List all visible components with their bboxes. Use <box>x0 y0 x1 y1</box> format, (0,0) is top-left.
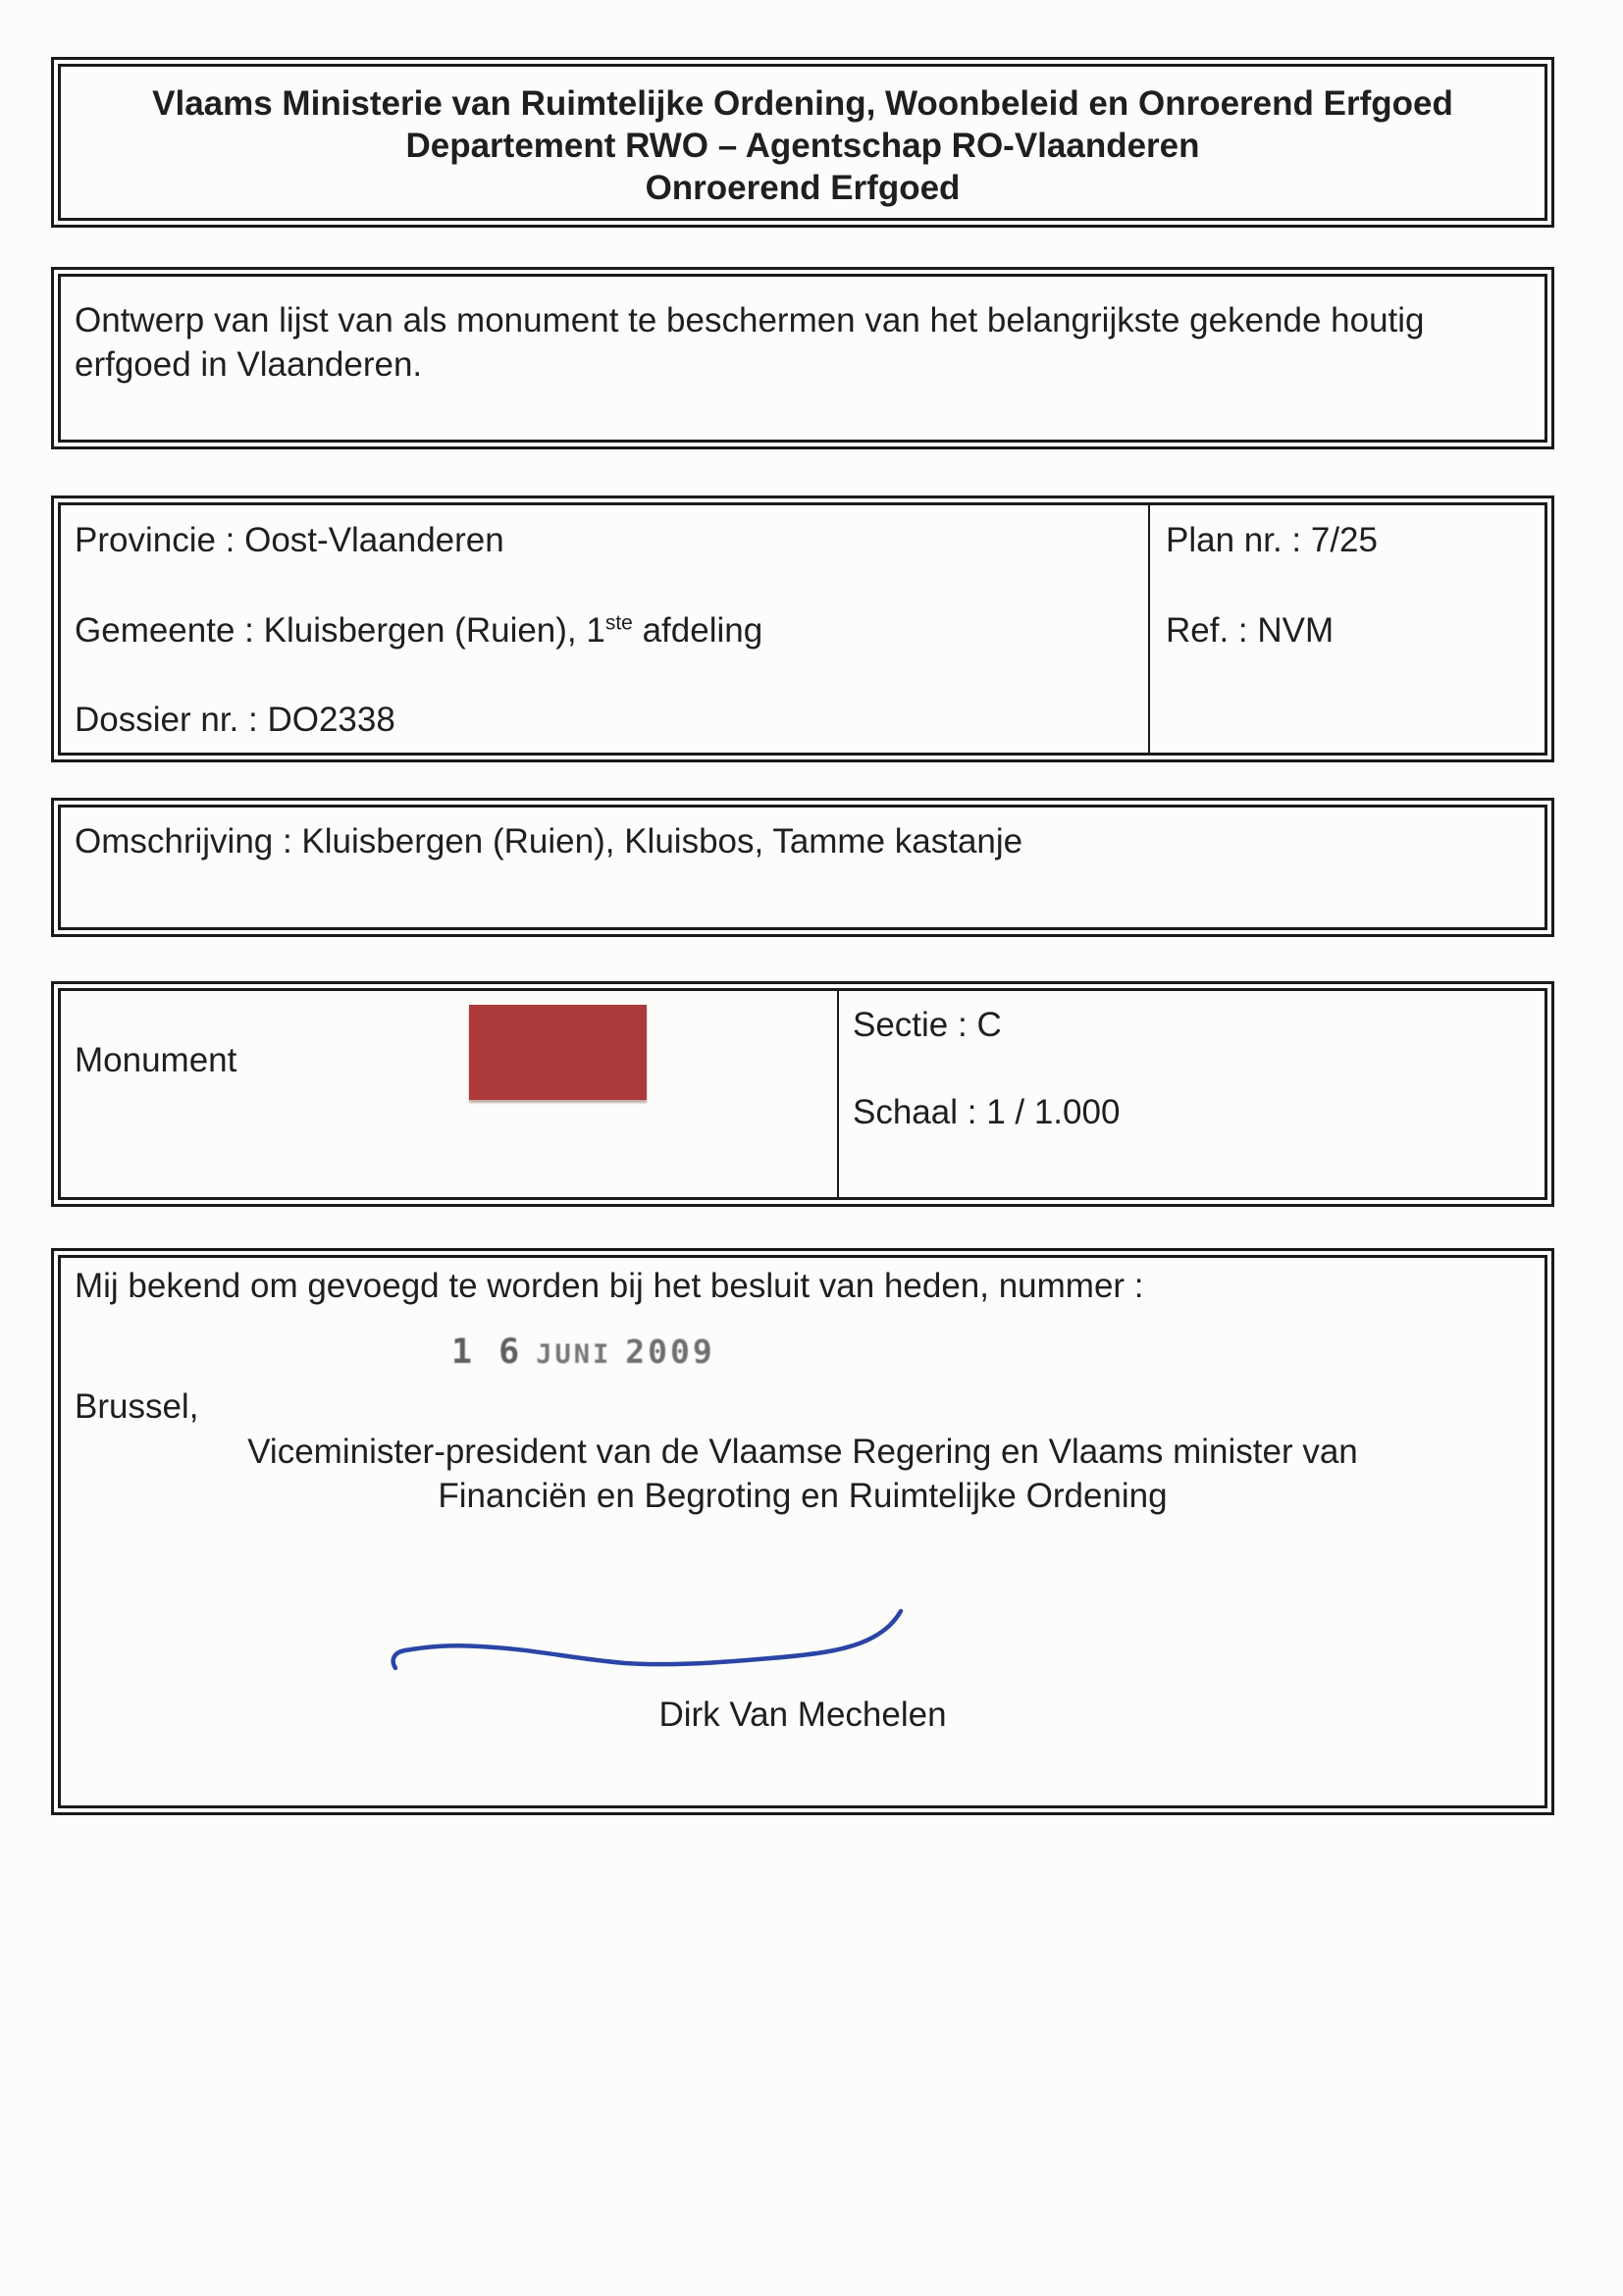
gemeente-suffix: afdeling <box>632 611 763 650</box>
signatory-name: Dirk Van Mechelen <box>658 1696 947 1734</box>
agency-title: Onroerend Erfgoed <box>645 169 961 207</box>
date-stamp <box>451 1332 715 1372</box>
legend-box <box>51 981 1554 1207</box>
header-box <box>51 57 1554 228</box>
monument-label: Monument <box>75 1041 237 1079</box>
legend-column-divider <box>837 991 839 1197</box>
omschrijving-text: Omschrijving : Kluisbergen (Ruien), Kluisbos, Tamme kastanje <box>75 822 1023 861</box>
details-column-divider <box>1148 505 1150 753</box>
header-box-inner <box>58 64 1547 221</box>
dossier-field: Dossier nr. : DO2338 <box>75 701 395 739</box>
stamp-year: 2009 <box>625 1332 715 1371</box>
plan-nr-field: Plan nr. : 7/25 <box>1166 521 1378 559</box>
closing-box <box>51 1248 1554 1815</box>
minister-title-line2: Financiën en Begroting en Ruimtelijke Ordening <box>438 1477 1168 1515</box>
ref-field: Ref. : NVM <box>1166 611 1335 650</box>
stamp-day: 1 6 <box>451 1332 523 1372</box>
signature <box>388 1603 917 1682</box>
details-box <box>51 496 1554 762</box>
department-title: Departement RWO – Agentschap RO-Vlaanderen <box>405 127 1200 165</box>
subject-box <box>51 267 1554 449</box>
monument-color-swatch <box>469 1005 647 1100</box>
stamp-month: JUNI <box>536 1339 612 1370</box>
closing-intro: Mij bekend om gevoegd te worden bij het besluit van heden, nummer : <box>75 1267 1144 1305</box>
city-line: Brussel, <box>75 1387 199 1426</box>
gemeente-field <box>75 608 762 652</box>
subject-text: Ontwerp van lijst van als monument te beschermen van het belangrijkste gekende houtig erfgoed in Vlaanderen. <box>75 301 1425 384</box>
minister-title-line1: Viceminister-president van de Vlaamse Regering en Vlaams minister van <box>247 1433 1358 1471</box>
gemeente-superscript: ste <box>604 611 633 635</box>
sectie-field: Sectie : C <box>853 1006 1002 1044</box>
signature-stroke <box>393 1611 901 1668</box>
schaal-field: Schaal : 1 / 1.000 <box>853 1093 1121 1131</box>
ministry-title: Vlaams Ministerie van Ruimtelijke Ordening, Woonbeleid en Onroerend Erfgoed <box>152 84 1453 123</box>
omschrijving-box <box>51 798 1554 937</box>
gemeente-text: Gemeente : Kluisbergen (Ruien), 1 <box>75 611 605 650</box>
provincie-field: Provincie : Oost-Vlaanderen <box>75 521 504 559</box>
